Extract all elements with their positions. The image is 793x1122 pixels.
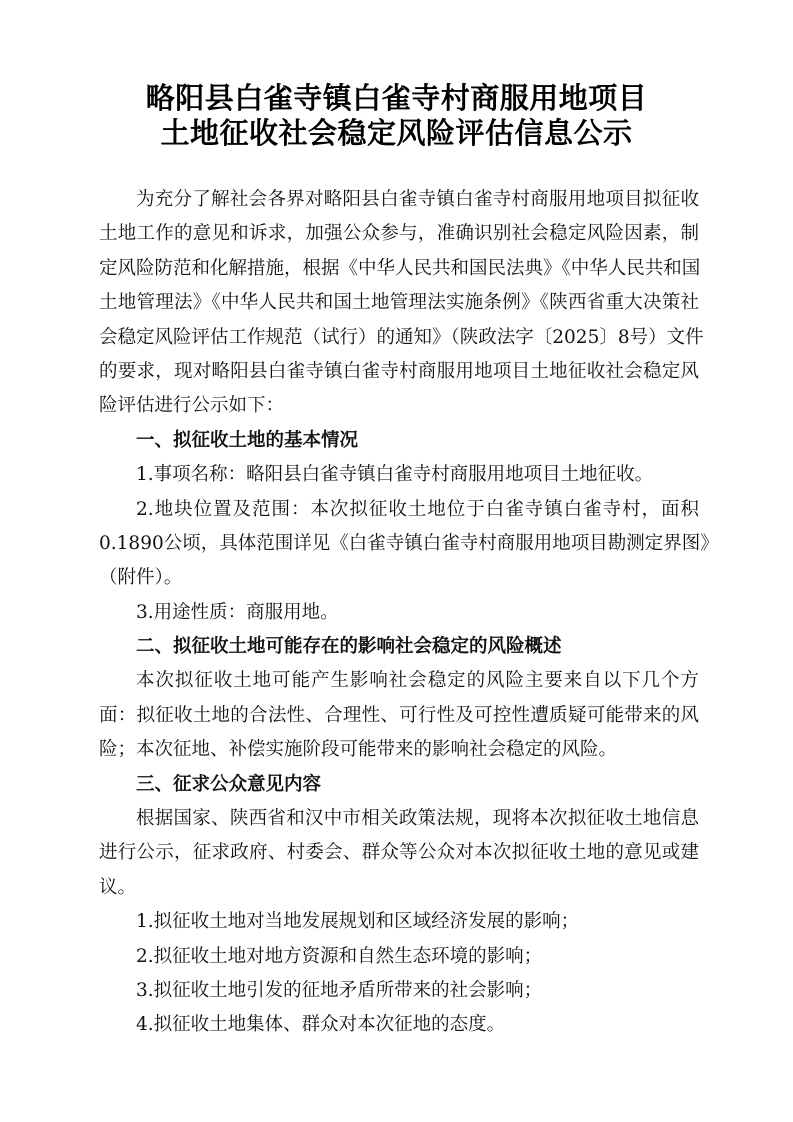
- intro-line: 会稳定风险评估工作规范（试行）的通知》（陕政法字〔2025〕8号）文件: [99, 326, 704, 348]
- section-3-item: 1.拟征收土地对当地发展规划和区域经济发展的影响；: [136, 911, 580, 933]
- intro-line: 的要求，现对略阳县白雀寺镇白雀寺村商服用地项目土地征收社会稳定风: [99, 360, 699, 382]
- section-3-paragraph-line: 根据国家、陕西省和汉中市相关政策法规，现将本次拟征收土地信息: [136, 808, 699, 830]
- section-3-item: 4.拟征收土地集体、群众对本次征地的态度。: [136, 1014, 506, 1036]
- section-3-heading: 三、征求公众意见内容: [136, 773, 322, 795]
- intro-line: 险评估进行公示如下：: [99, 395, 285, 417]
- section-3-paragraph-line: 进行公示，征求政府、村委会、群众等公众对本次拟征收土地的意见或建: [99, 842, 699, 864]
- section-3-item: 2.拟征收土地对地方资源和自然生态环境的影响；: [136, 945, 543, 967]
- intro-line: 土地管理法》《中华人民共和国土地管理法实施条例》《陕西省重大决策社: [99, 292, 699, 314]
- section-2-paragraph-line: 本次拟征收土地可能产生影响社会稳定的风险主要来自以下几个方: [136, 670, 699, 692]
- section-1-item-3: 3.用途性质：商服用地。: [136, 601, 339, 623]
- section-2-paragraph-line: 面：拟征收土地的合法性、合理性、可行性及可控性遭质疑可能带来的风: [99, 704, 699, 726]
- intro-line: 定风险防范和化解措施，根据《中华人民共和国民法典》《中华人民共和国: [99, 257, 701, 279]
- section-1-heading: 一、拟征收土地的基本情况: [136, 429, 359, 451]
- section-3-paragraph-line: 议。: [99, 876, 137, 898]
- section-2-paragraph-line: 险；本次征地、补偿实施阶段可能带来的影响社会稳定的风险。: [99, 739, 618, 761]
- section-2-heading: 二、拟征收土地可能存在的影响社会稳定的风险概述: [136, 636, 562, 658]
- intro-line: 土地工作的意见和诉求，加强公众参与，准确识别社会稳定风险因素，制: [99, 223, 699, 245]
- section-3-item: 3.拟征收土地引发的征地矛盾所带来的社会影响；: [136, 979, 543, 1001]
- intro-line: 为充分了解社会各界对略阳县白雀寺镇白雀寺村商服用地项目拟征收: [136, 189, 699, 210]
- section-1-item-2-line: 0.1890公顷，具体范围详见《白雀寺镇白雀寺村商服用地项目勘测定界图》: [99, 532, 719, 554]
- section-1-item-2-line: 2.地块位置及范围：本次拟征收土地位于白雀寺镇白雀寺村，面积: [136, 498, 699, 520]
- section-1-item-2-line: （附件）。: [99, 567, 183, 589]
- document-title-line-1: 略阳县白雀寺镇白雀寺村商服用地项目: [145, 81, 648, 115]
- document-body: [99, 183, 719, 1043]
- section-1-item-1: 1.事项名称：略阳县白雀寺镇白雀寺村商服用地项目土地征收。: [136, 464, 654, 486]
- document-title-line-2: 土地征收社会稳定风险评估信息公示: [160, 116, 633, 150]
